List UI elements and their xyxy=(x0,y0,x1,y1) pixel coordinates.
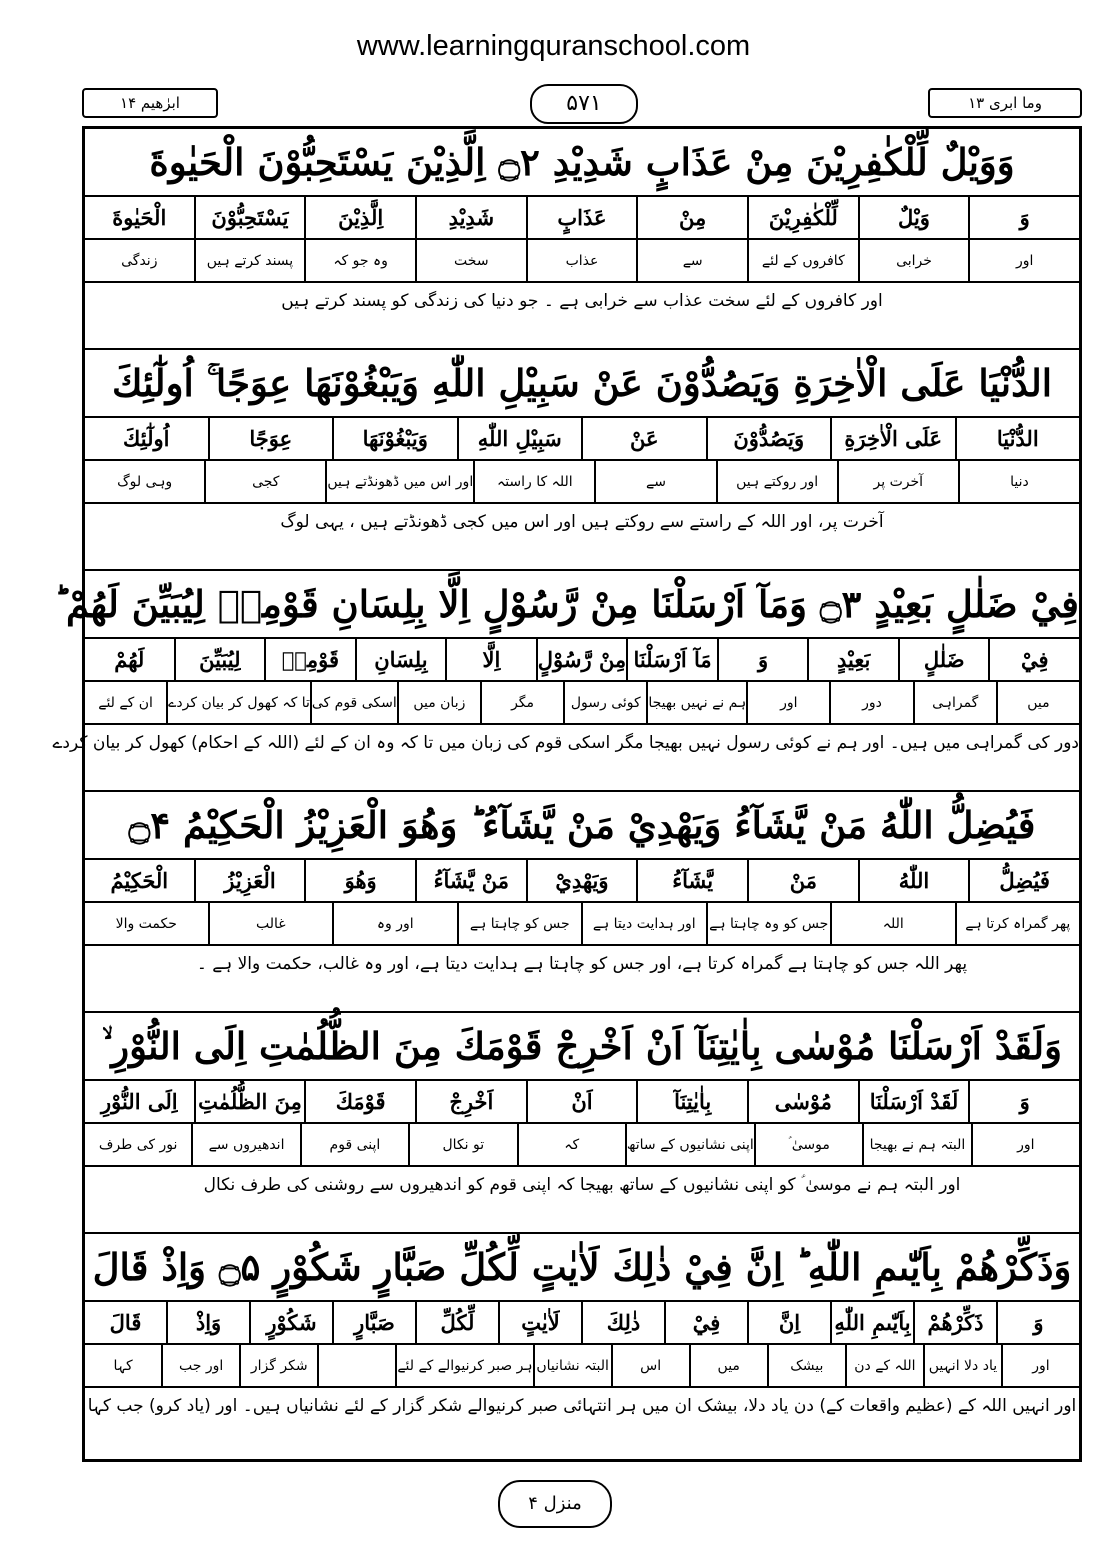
urdu-translation: آخرت پر، اور اللہ کے راستے سے روکتے ہیں اور اس میں کجی ڈھونڈتے ہیں ، یہی لوگ xyxy=(280,512,884,532)
surah-label: ابرٰهیم ۱۴ xyxy=(82,88,218,118)
word-meaning: آخرت پر xyxy=(837,461,958,502)
word-meaning xyxy=(317,1345,395,1386)
arabic-word: بِاٰيٰتِنَآ xyxy=(636,1081,747,1122)
verse-line: الدُّنْيَا عَلَى الْاٰخِرَةِ وَيَصُدُّوْنَ عَنْ سَبِيْلِ اللّٰهِ وَيَبْغُوْنَهَا عِوَجًا ۚ اُولٰٓئِكَ xyxy=(111,361,1053,405)
word-meaning: غالب xyxy=(208,903,333,944)
urdu-translation: اور البتہ ہم نے موسیٰ ؑ کو اپنی نشانیوں کے ساتھ بھیجا کہ اپنی قوم کو اندھیروں سے روشنی کی طرف نکال xyxy=(203,1175,961,1195)
arabic-word: وَ xyxy=(717,639,808,680)
word-meaning: کافروں کے لئے xyxy=(747,240,858,281)
block-divider xyxy=(85,569,1079,571)
word-meaning: وہ جو کہ xyxy=(304,240,415,281)
word-meaning: کہا xyxy=(113,1357,133,1374)
word-meaning: پھر گمراہ کرتا ہے xyxy=(955,903,1080,944)
arabic-word: صَبَّارٍ xyxy=(332,1302,415,1343)
word-meaning: شکر گزار xyxy=(239,1345,317,1386)
verse-line: وَوَيْلٌ لِّلْكٰفِرِيْنَ مِنْ عَذَابٍ شَدِيْدِ ۝۲ اِلَّذِيْنَ يَسْتَحِبُّوْنَ الْحَيٰوةَ xyxy=(149,140,1015,184)
word-meaning: نور کی طرف xyxy=(98,1136,178,1153)
arabic-word: يَسْتَحِبُّوْنَ xyxy=(194,197,305,238)
word-meaning: ان کے لئے xyxy=(98,694,153,711)
word-meaning: گمراہی xyxy=(913,682,996,723)
arabic-word: اَخْرِجْ xyxy=(415,1081,526,1122)
word-meaning: تو نکال xyxy=(408,1124,516,1165)
site-url: www.learningquranschool.com xyxy=(356,30,751,62)
word-meaning: موسیٰ ؑ xyxy=(754,1124,862,1165)
arabic-word: فَيُضِلُّ xyxy=(968,860,1079,901)
word-meaning: اللہ کا راستہ xyxy=(473,461,594,502)
arabic-word: بِاَيّٰىمِ اللّٰهِ xyxy=(830,1302,913,1343)
word-meaning: اور xyxy=(968,240,1079,281)
block-divider xyxy=(85,1232,1079,1234)
word-meaning: کجی xyxy=(204,461,325,502)
arabic-word: اِنَّ xyxy=(747,1302,830,1343)
word-meaning: میں xyxy=(996,682,1079,723)
word-meaning: عذاب xyxy=(526,240,637,281)
word-meaning: کوئی رسول xyxy=(563,682,646,723)
word-meaning: سے xyxy=(636,240,747,281)
arabic-word: عِوَجًا xyxy=(208,418,333,459)
word-meaning: ہم نے نہیں بھیجا xyxy=(646,682,746,723)
manzil-label: منزل ۴ xyxy=(498,1480,612,1528)
arabic-word: مَنْ يَّشَآءُ xyxy=(415,860,526,901)
word-meaning: مگر xyxy=(480,682,563,723)
arabic-word: ذَكِّرْهُمْ xyxy=(913,1302,996,1343)
arabic-word: ضَلٰلٍ xyxy=(898,639,989,680)
word-meaning: اندھیروں سے xyxy=(191,1124,299,1165)
arabic-word: وَ xyxy=(968,197,1079,238)
arabic-word: مُوْسٰى xyxy=(747,1081,858,1122)
arabic-word: لَهُمْ xyxy=(114,647,145,672)
meaning-row xyxy=(85,1122,1079,1167)
arabic-word: وَيَهْدِيْ xyxy=(526,860,637,901)
arabic-word: اللّٰهُ xyxy=(858,860,969,901)
word-row xyxy=(85,1079,1079,1122)
urdu-translation: اور انہیں اللہ کے (عظیم واقعات کے) دن یاد دلا، بیشک ان میں ہر انتہائی صبر کرنیوالے شکر گزار کے لئے نشانیاں ہیں۔ اور (یاد کرو) جب کہا xyxy=(87,1396,1077,1416)
word-meaning: اللہ کے دن xyxy=(845,1345,923,1386)
arabic-word: لَاٰيٰتٍ xyxy=(498,1302,581,1343)
word-meaning: اس xyxy=(611,1345,689,1386)
word-meaning: اپنی نشانیوں کے ساتھ xyxy=(625,1124,754,1165)
arabic-word: لِّلْكٰفِرِيْنَ xyxy=(747,197,858,238)
word-meaning: ہر صبر کرنیوالے کے لئے xyxy=(395,1345,532,1386)
arabic-word: قَالَ xyxy=(109,1310,142,1335)
arabic-word: لِّكُلِّ xyxy=(415,1302,498,1343)
arabic-word: عَلَى الْاٰخِرَةِ xyxy=(830,418,955,459)
word-meaning: حکمت والا xyxy=(115,915,177,932)
word-meaning: اور ہدایت دیتا ہے xyxy=(581,903,706,944)
word-meaning: دنیا xyxy=(958,461,1079,502)
arabic-word: الدُّنْيَا xyxy=(955,418,1080,459)
page-number: ۵۷۱ xyxy=(530,84,638,124)
word-meaning: کہ xyxy=(517,1124,625,1165)
arabic-word: قَوْمَكَ xyxy=(304,1081,415,1122)
meaning-row xyxy=(85,1343,1079,1388)
block-divider xyxy=(85,790,1079,792)
arabic-word: اِلَى النُّوْرِ xyxy=(100,1089,178,1114)
verse-line: فَيُضِلُّ اللّٰهُ مَنْ يَّشَآءُ وَيَهْدِيْ مَنْ يَّشَآءُ ؕ وَهُوَ الْعَزِيْزُ الْحَكِيْمُ ۝۴ xyxy=(128,803,1036,847)
word-meaning: البتہ ہم نے بھیجا xyxy=(862,1124,970,1165)
meaning-row xyxy=(85,680,1079,725)
word-meaning: میں xyxy=(689,1345,767,1386)
word-row xyxy=(85,195,1079,238)
word-meaning: جس کو وہ چاہتا ہے xyxy=(706,903,831,944)
word-meaning: اور xyxy=(971,1124,1079,1165)
word-row xyxy=(85,416,1079,459)
arabic-word: شَدِيْدِ xyxy=(415,197,526,238)
word-meaning: اور روکتے ہیں xyxy=(716,461,837,502)
word-meaning: بیشک xyxy=(767,1345,845,1386)
word-meaning: اور xyxy=(746,682,829,723)
arabic-word: مَآ اَرْسَلْنَا xyxy=(626,639,717,680)
word-meaning: اور وہ xyxy=(332,903,457,944)
word-meaning: البتہ نشانیاں xyxy=(533,1345,611,1386)
word-meaning: اسکی قوم کی xyxy=(310,682,397,723)
arabic-word: فِيْ xyxy=(664,1302,747,1343)
word-meaning: اور xyxy=(1001,1345,1079,1386)
urdu-translation: پھر اللہ جس کو چاہتا ہے گمراہ کرتا ہے، اور جس کو چاہتا ہے ہدایت دیتا ہے، اور وہ غالب، حکمت والا ہے ۔ xyxy=(196,954,968,974)
arabic-word: قَوْمِهٖ xyxy=(264,639,355,680)
word-row xyxy=(85,1300,1079,1343)
arabic-word: وَيَبْغُوْنَهَا xyxy=(332,418,457,459)
arabic-word: لِيُبَيِّنَ xyxy=(174,639,265,680)
word-meaning: اور اس میں ڈھونڈتے ہیں xyxy=(325,461,473,502)
arabic-word: الْعَزِيْزُ xyxy=(194,860,305,901)
page-header xyxy=(82,84,1082,122)
verse-line: وَلَقَدْ اَرْسَلْنَا مُوْسٰى بِاٰيٰتِنَآ اَنْ اَخْرِجْ قَوْمَكَ مِنَ الظُّلُمٰتِ اِلَى النُّوْرِ ۙ xyxy=(101,1024,1063,1068)
arabic-word: اِلَّذِيْنَ xyxy=(304,197,415,238)
arabic-word: مِنَ الظُّلُمٰتِ xyxy=(194,1081,305,1122)
verse-line: وَذَكِّرْهُمْ بِاَيّٰىمِ اللّٰهِ ؕ اِنَّ فِيْ ذٰلِكَ لَاٰيٰتٍ لِّكُلِّ صَبَّارٍ شَكُوْرٍ ۝۵ وَاِذْ قَالَ xyxy=(92,1245,1072,1289)
arabic-word: شَكُوْرٍ xyxy=(249,1302,332,1343)
arabic-word: عَذَابٍ xyxy=(526,197,637,238)
word-meaning: خرابی xyxy=(858,240,969,281)
arabic-word: وَاِذْ xyxy=(166,1302,249,1343)
arabic-word: مِنْ xyxy=(636,197,747,238)
word-meaning: جس کو چاہتا ہے xyxy=(457,903,582,944)
arabic-word: وَ xyxy=(968,1081,1079,1122)
word-meaning: اور جب xyxy=(161,1345,239,1386)
word-meaning: سے xyxy=(594,461,715,502)
arabic-word: لَقَدْ اَرْسَلْنَا xyxy=(858,1081,969,1122)
arabic-word: فِيْ xyxy=(988,639,1079,680)
arabic-word: اِلَّا xyxy=(445,639,536,680)
word-meaning: سخت xyxy=(415,240,526,281)
arabic-word: مِنْ رَّسُوْلٍ xyxy=(536,639,627,680)
arabic-word: سَبِيْلِ اللّٰهِ xyxy=(457,418,582,459)
verse-line: فِيْ ضَلٰلٍ بَعِيْدٍ ۝۳ وَمَآ اَرْسَلْنَا مِنْ رَّسُوْلٍ اِلَّا بِلِسَانِ قَوْمِهٖ لِيُبَيِّنَ لَهُمْ ؕ xyxy=(54,582,1079,626)
word-row xyxy=(85,858,1079,901)
arabic-word: اَنْ xyxy=(526,1081,637,1122)
juz-label: وما ابری ۱۳ xyxy=(928,88,1082,118)
arabic-word: بِلِسَانِ xyxy=(355,639,446,680)
block-divider xyxy=(85,1011,1079,1013)
word-meaning: پسند کرتے ہیں xyxy=(194,240,305,281)
page-frame xyxy=(52,126,1082,1462)
word-meaning: اللہ xyxy=(830,903,955,944)
word-meaning: دور xyxy=(829,682,912,723)
arabic-word: وَيْلٌ xyxy=(858,197,969,238)
arabic-word: بَعِيْدٍ xyxy=(807,639,898,680)
arabic-word: الْحَيٰوةَ xyxy=(112,205,167,230)
urdu-translation: دور کی گمراہی میں ہیں۔ اور ہم نے کوئی رسول نہیں بھیجا مگر اسکی قوم کی زبان میں تا کہ وہ ان کے لئے (اللہ کے احکام) کھول کر بیان کردے xyxy=(52,733,1079,753)
word-meaning: اپنی قوم xyxy=(300,1124,408,1165)
block-divider xyxy=(85,348,1079,350)
meaning-row xyxy=(85,459,1079,504)
arabic-word: عَنْ xyxy=(581,418,706,459)
arabic-word: يَّشَآءُ xyxy=(636,860,747,901)
word-meaning: تا کہ کھول کر بیان کردے xyxy=(166,682,310,723)
word-meaning: زندگی xyxy=(121,252,158,269)
arabic-word: مَنْ xyxy=(747,860,858,901)
arabic-word: وَ xyxy=(996,1302,1079,1343)
arabic-word: ذٰلِكَ xyxy=(581,1302,664,1343)
word-meaning: وہی لوگ xyxy=(117,473,173,490)
meaning-row xyxy=(85,901,1079,946)
arabic-word: وَهُوَ xyxy=(304,860,415,901)
word-row xyxy=(85,637,1079,680)
arabic-word: اُولٰٓئِكَ xyxy=(123,426,170,451)
word-meaning: یاد دلا انہیں xyxy=(923,1345,1001,1386)
arabic-word: الْحَكِيْمُ xyxy=(110,868,169,893)
arabic-word: وَيَصُدُّوْنَ xyxy=(706,418,831,459)
urdu-translation: اور کافروں کے لئے سخت عذاب سے خرابی ہے ۔ جو دنیا کی زندگی کو پسند کرتے ہیں xyxy=(281,291,883,311)
word-meaning: زبان میں xyxy=(397,682,480,723)
meaning-row xyxy=(85,238,1079,283)
